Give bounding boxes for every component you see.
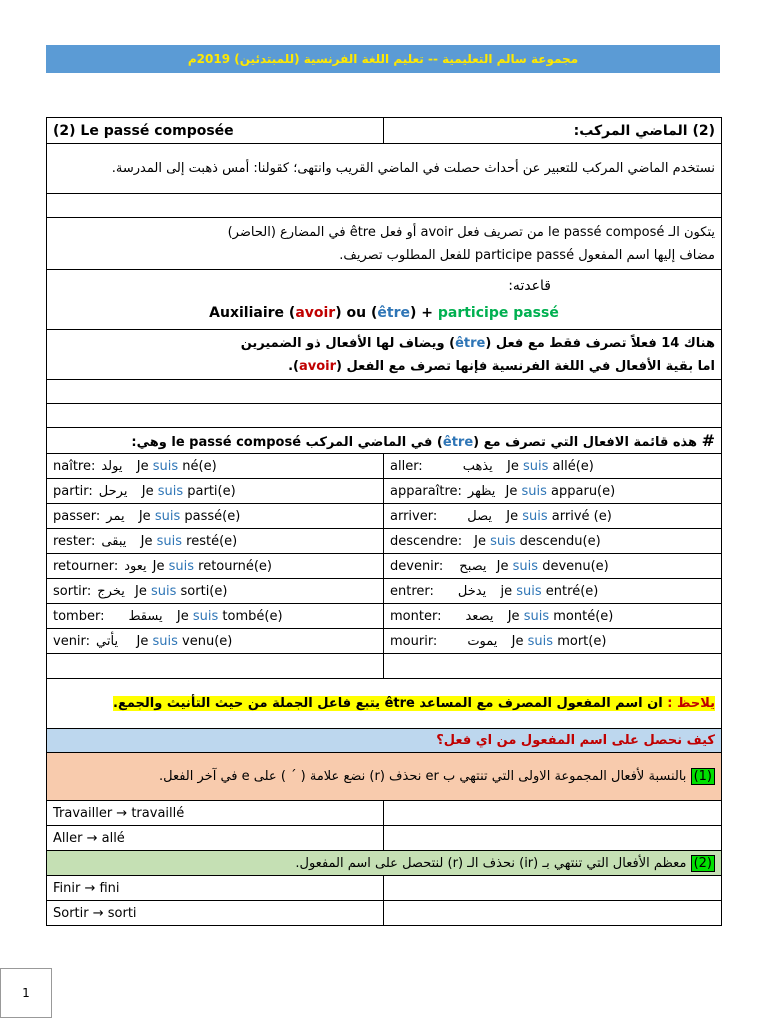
verb-item: tomber: يسقط Je suis tombé(e) (53, 608, 283, 624)
verb-item: rester: يبقى Je suis resté(e) (53, 533, 238, 549)
usage-text: نستخدم الماضي المركب للتعبير عن أحداث حصلت في الماضي القريب وانتهى؛ كقولنا: أمس ذهبت إلى المدرسة. (47, 144, 722, 194)
verb-item: mourir: يموت Je suis mort(e) (390, 633, 607, 649)
example-item: Aller → allé (47, 826, 384, 851)
verb-row (47, 579, 722, 604)
verb-item: arriver: يصل Je suis arrivé (e) (390, 508, 612, 524)
example-row (47, 801, 722, 826)
rule-formula: Auxiliaire (avoir) ou (être) + participe passé (209, 304, 559, 321)
title-row (47, 118, 722, 144)
verb-item: descendre: Je suis descendu(e) (390, 533, 601, 549)
list-header-row (47, 428, 722, 454)
verb-item: retourner: يعود Je suis retourné(e) (53, 558, 272, 574)
how-row (47, 729, 722, 753)
verb-row (47, 629, 722, 654)
verb-row (47, 479, 722, 504)
how-question: كيف نحصل على اسم المفعول من اي فعل؟ (47, 729, 722, 753)
page-number: 1 (22, 986, 30, 1000)
verb-item: passer: يمر Je suis passé(e) (53, 508, 241, 524)
group2-row (47, 851, 722, 876)
verb-row (47, 454, 722, 479)
verb-item: sortir: يخرج Je suis sorti(e) (53, 583, 228, 599)
example-row (47, 901, 722, 926)
verb-row (47, 554, 722, 579)
verb-item: devenir: يصبح Je suis devenu(e) (390, 558, 609, 574)
group2-text: (2) معظم الأفعال التي تنتهي بـ (ir) نحذف الـ (r) لنتحصل على اسم المفعول. (47, 851, 722, 876)
verb-item: naître: يولد Je suis né(e) (53, 458, 217, 474)
remark-text: يلاحظ : ان اسم المفعول المصرف مع المساعد être يتبع فاعل الجملة من حيث التأنيث والجمع. (47, 679, 722, 729)
banner-text: مجموعة سالم التعليمية -- تعليم اللغة الفرنسية (للمبتدئين) 2019م (187, 52, 579, 66)
usage-row (47, 144, 722, 194)
verb-item: partir: يرحل Je suis parti(e) (53, 483, 236, 499)
rule-cell (47, 270, 722, 330)
example-row (47, 826, 722, 851)
title-fr: (2) Le passé composée (47, 118, 384, 144)
verb-item: entrer: يدخل je suis entré(e) (390, 583, 599, 599)
verb-item: monter: يصعد Je suis monté(e) (390, 608, 614, 624)
group1-row (47, 753, 722, 801)
list-header: # هذه قائمة الافعال التي تصرف مع (être) في الماضي المركب le passé composé وهي: (47, 428, 722, 454)
verb-item: apparaître: يظهر Je suis apparu(e) (390, 483, 616, 499)
remark-row (47, 679, 722, 729)
example-item: Sortir → sorti (47, 901, 384, 926)
example-item: Travailler → travaillé (47, 801, 384, 826)
blank-row (47, 654, 722, 679)
notes-row (47, 330, 722, 380)
formation-text: يتكون الـ le passé composé من تصريف فعل avoir أو فعل être في المضارع (الحاضر) مضاف إليها اسم المفعول participe passé للفعل المطلوب تصريف. (47, 218, 722, 270)
header-banner (46, 45, 720, 73)
verb-row (47, 504, 722, 529)
title-ar: (2) الماضي المركب: (384, 118, 722, 144)
verb-item: aller: يذهب Je suis allé(e) (390, 458, 594, 474)
formation-row (47, 218, 722, 270)
rule-row (47, 270, 722, 330)
page-number-box (0, 968, 52, 1018)
group1-text: (1) بالنسبة لأفعال المجموعة الاولى التي تنتهي ب er نحذف (r) نضع علامة ( ´ ) على e في آخر الفعل. (47, 753, 722, 801)
lesson-table (46, 117, 722, 926)
rule-title: قاعدته: (508, 277, 551, 294)
blank-row (47, 194, 722, 218)
verb-item: venir: يأتي Je suis venu(e) (53, 633, 233, 649)
notes-text: هناك 14 فعلاً تصرف فقط مع فعل (être) ويضاف لها الأفعال ذو الضميرين اما بقية الأفعال في اللغة الفرنسية فإنها تصرف مع الفعل (avoir). (47, 330, 722, 380)
verb-row (47, 529, 722, 554)
example-item: Finir → fini (47, 876, 384, 901)
verb-row (47, 604, 722, 629)
example-row (47, 876, 722, 901)
